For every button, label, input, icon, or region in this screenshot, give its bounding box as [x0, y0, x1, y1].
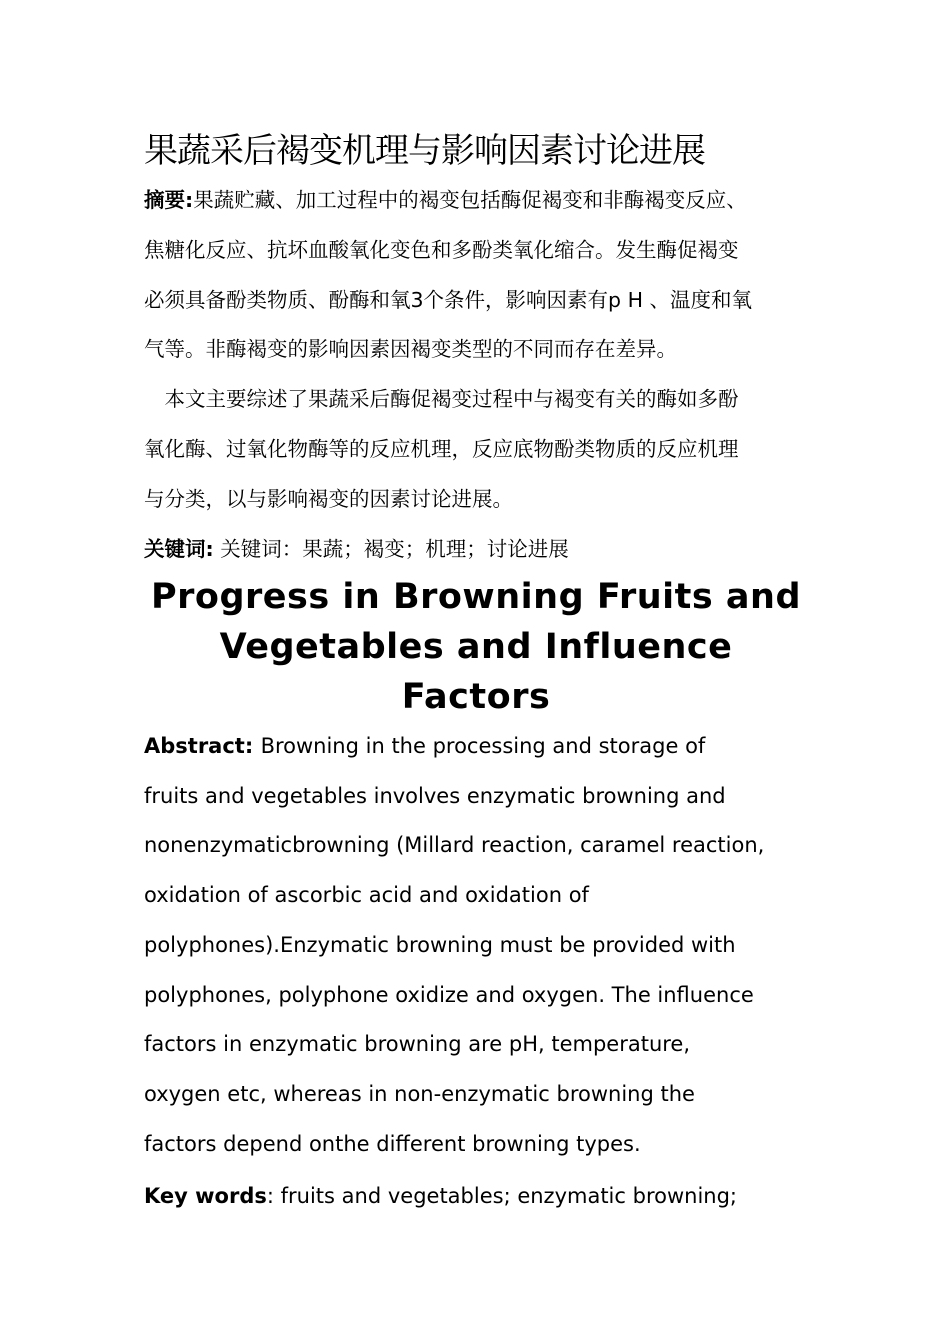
english-abstract-line: oxidation of ascorbic acid and oxidation of [144, 883, 589, 908]
chinese-abstract-line [144, 176, 814, 226]
english-abstract-line: factors depend onthe different browning types. [144, 1131, 641, 1156]
english-abstract-line: nonenzymaticbrowning (Millard reaction, caramel reaction, [144, 833, 765, 858]
chinese-abstract-line: 气等。非酶褐变的影响因素因褐变类型的不同而存在差异。 [144, 337, 677, 362]
english-abstract-line: fruits and vegetables involves enzymatic browning and [144, 783, 726, 808]
chinese-keywords [144, 524, 569, 574]
chinese-abstract [144, 176, 814, 525]
chinese-abstract-line: 焦糖化反应、抗坏血酸氧化变色和多酚类氧化缩合。发生酶促褐变 [144, 237, 739, 262]
english-abstract-text: Browning in the processing and storage of [260, 734, 706, 758]
english-keywords-text: fruits and vegetables; enzymatic browning; [280, 1184, 738, 1208]
chinese-abstract-line: 与分类，以与影响褐变的因素讨论进展。 [144, 486, 513, 511]
chinese-abstract-line: 氧化酶、过氧化物酶等的反应机理，反应底物酚类物质的反应机理 [144, 436, 739, 461]
chinese-title: 果蔬采后褐变机理与影响因素讨论进展 [144, 131, 705, 171]
english-keywords [144, 1171, 737, 1221]
english-title-line: Progress in Browning Fruits and [150, 577, 802, 617]
english-title [120, 572, 832, 722]
english-abstract-separator: : [244, 734, 261, 758]
english-abstract-line: polyphones, polyphone oxidize and oxygen. The influence [144, 982, 754, 1007]
chinese-keywords-text: 关键词：果蔬；褐变；机理；讨论进展 [213, 537, 569, 561]
chinese-abstract-text: 果蔬贮藏、加工过程中的褐变包括酶促褐变和非酶褐变反应、 [193, 188, 747, 212]
english-abstract [144, 722, 814, 1169]
english-abstract-line: oxygen etc, whereas in non-enzymatic browning the [144, 1081, 695, 1106]
chinese-keywords-label: 关键词: [144, 537, 214, 561]
english-abstract-line: polyphones).Enzymatic browning must be provided with [144, 932, 736, 957]
chinese-abstract-line: 本文主要综述了果蔬采后酶促褐变过程中与褐变有关的酶如多酚 [144, 387, 739, 412]
english-abstract-line [144, 722, 814, 772]
english-keywords-separator: : [266, 1184, 281, 1208]
chinese-abstract-label: 摘要: [144, 188, 194, 212]
chinese-abstract-line: 必须具备酚类物质、酚酶和氧3个条件，影响因素有p H 、温度和氧 [144, 287, 753, 312]
english-abstract-label: Abstract [144, 734, 245, 758]
english-keywords-label: Key words [144, 1184, 267, 1208]
english-title-line: Vegetables and Influence [219, 627, 733, 667]
english-title-line: Factors [401, 677, 551, 717]
english-abstract-line: factors in enzymatic browning are pH, temperature, [144, 1032, 691, 1057]
